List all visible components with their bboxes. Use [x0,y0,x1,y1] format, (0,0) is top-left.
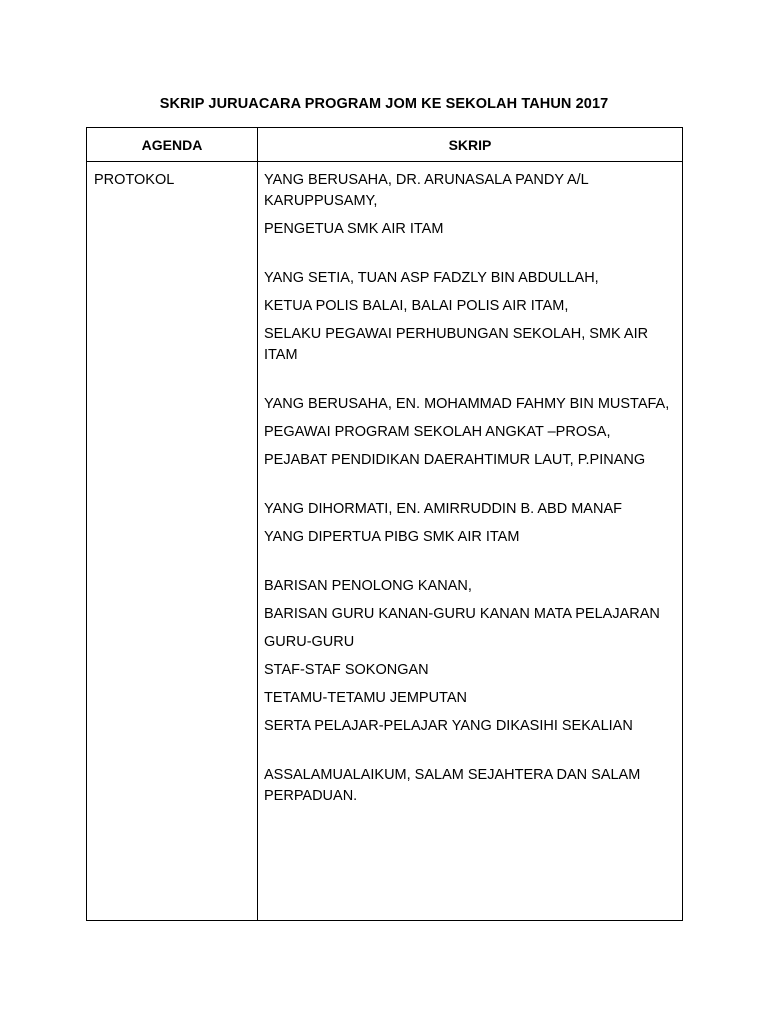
header-agenda: AGENDA [87,128,258,162]
script-line: STAF-STAF SOKONGAN [264,662,429,678]
script-line: BARISAN PENOLONG KANAN, [264,578,472,594]
script-line: KETUA POLIS BALAI, BALAI POLIS AIR ITAM, [264,298,569,314]
script-line: TETAMU-TETAMU JEMPUTAN [264,690,467,706]
script-cell [258,162,683,921]
script-line: YANG DIHORMATI, EN. AMIRRUDDIN B. ABD MANAF [264,501,622,517]
script-line: SERTA PELAJAR-PELAJAR YANG DIKASIHI SEKALIAN [264,718,633,734]
script-line: PENGETUA SMK AIR ITAM [264,221,444,237]
document-title: SKRIP JURUACARA PROGRAM JOM KE SEKOLAH TAHUN 2017 [159,96,609,112]
script-line: YANG BERUSAHA, DR. ARUNASALA PANDY A/L KARUPPUSAMY, [264,172,589,209]
script-line: GURU-GURU [264,634,355,650]
script-line: PEGAWAI PROGRAM SEKOLAH ANGKAT –PROSA, [264,424,611,440]
script-table [86,127,683,921]
table-row [87,162,683,921]
agenda-cell: PROTOKOL [87,162,258,921]
table-header-row [87,128,683,162]
header-skrip: SKRIP [258,128,683,162]
script-line: YANG DIPERTUA PIBG SMK AIR ITAM [264,529,520,545]
script-line: ASSALAMUALAIKUM, SALAM SEJAHTERA DAN SALAM PERPADUAN. [264,767,641,804]
script-line: BARISAN GURU KANAN-GURU KANAN MATA PELAJARAN [264,606,660,622]
script-line: YANG SETIA, TUAN ASP FADZLY BIN ABDULLAH, [264,270,599,286]
script-line: YANG BERUSAHA, EN. MOHAMMAD FAHMY BIN MUSTAFA, [264,396,670,412]
script-line: PEJABAT PENDIDIKAN DAERAHTIMUR LAUT, P.PINANG [264,452,646,468]
script-line: SELAKU PEGAWAI PERHUBUNGAN SEKOLAH, SMK AIR ITAM [264,326,649,363]
